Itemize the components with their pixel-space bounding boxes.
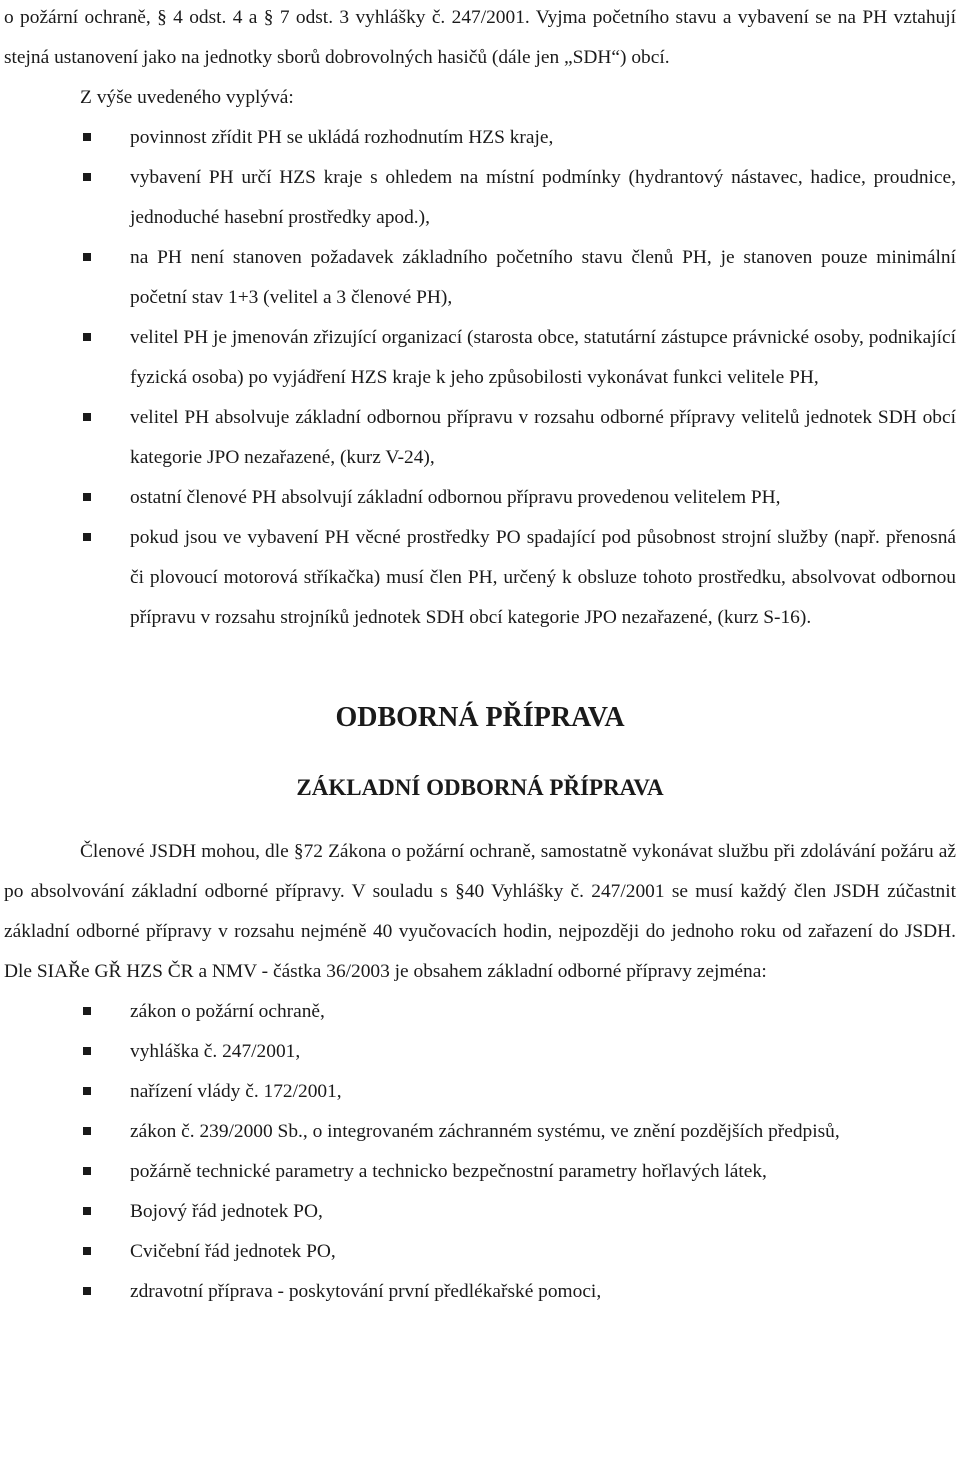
square-bullet-icon [83, 173, 91, 181]
square-bullet-icon [83, 1287, 91, 1295]
list-item: povinnost zřídit PH se ukládá rozhodnutím HZS kraje, [4, 118, 956, 158]
square-bullet-icon [83, 533, 91, 541]
square-bullet-icon [83, 253, 91, 261]
square-bullet-icon [83, 493, 91, 501]
list-item: zákon o požární ochraně, [4, 992, 956, 1032]
list-item: zdravotní příprava - poskytování první předlékařské pomoci, [4, 1272, 956, 1312]
square-bullet-icon [83, 1087, 91, 1095]
list-item: Cvičební řád jednotek PO, [4, 1232, 956, 1272]
square-bullet-icon [83, 1167, 91, 1175]
list-item: nařízení vlády č. 172/2001, [4, 1072, 956, 1112]
list-item: velitel PH absolvuje základní odbornou přípravu v rozsahu odborné přípravy velitelů jednotek SDH obcí kategorie JPO nezařazené, (kurz V-24), [4, 398, 956, 478]
list-item: velitel PH je jmenován zřizující organizací (starosta obce, statutární zástupce právnické osoby, podnikající fyzická osoba) po vyjádření HZS kraje k jeho způsobilosti vykonávat funkci velitele PH, [4, 318, 956, 398]
list-item: Bojový řád jednotek PO, [4, 1192, 956, 1232]
list-item: zákon č. 239/2000 Sb., o integrovaném záchranném systému, ve znění pozdějších předpisů, [4, 1112, 956, 1152]
list-item: vyhláška č. 247/2001, [4, 1032, 956, 1072]
list-item: vybavení PH určí HZS kraje s ohledem na místní podmínky (hydrantový nástavec, hadice, proudnice, jednoduché hasební prostředky apod.), [4, 158, 956, 238]
list-item: pokud jsou ve vybavení PH věcné prostředky PO spadající pod působnost strojní služby (např. přenosná či plovoucí motorová stříkačka) musí člen PH, určený k obsluze tohoto prostředku, absolvovat odbornou přípravu v rozsahu strojníků jednotek SDH obcí kategorie JPO nezařazené, (kurz S-16). [4, 518, 956, 638]
square-bullet-icon [83, 333, 91, 341]
square-bullet-icon [83, 1007, 91, 1015]
list-item: na PH není stanoven požadavek základního početního stavu členů PH, je stanoven pouze minimální početní stav 1+3 (velitel a 3 členové PH), [4, 238, 956, 318]
square-bullet-icon [83, 1247, 91, 1255]
square-bullet-icon [83, 1127, 91, 1135]
top-paragraph: o požární ochraně, § 4 odst. 4 a § 7 odst. 3 vyhlášky č. 247/2001. Vyjma početního stavu a vybavení se na PH vztahují stejná ustanovení jako na jednotky sborů dobrovolných hasičů (dále jen „SDH“) obcí. [4, 7, 956, 68]
training-topics-list [4, 992, 956, 1312]
square-bullet-icon [83, 1047, 91, 1055]
square-bullet-icon [83, 1207, 91, 1215]
body-paragraph: Členové JSDH mohou, dle §72 Zákona o požární ochraně, samostatně vykonávat službu při zdolávání požáru až po absolvování základní odborné přípravy. V souladu s §40 Vyhlášky č. 247/2001 se musí každý člen JSDH zúčastnit základní odborné přípravy v rozsahu nejméně 40 vyučovacích hodin, nejpozději do jednoho roku od zařazení do JSDH. Dle SIAŘe GŘ HZS ČR a NMV - částka 36/2003 je obsahem základní odborné přípravy zejména: [4, 841, 956, 982]
requirements-list [4, 118, 956, 638]
subsection-heading: ZÁKLADNÍ ODBORNÁ PŘÍPRAVA [296, 775, 664, 800]
square-bullet-icon [83, 413, 91, 421]
square-bullet-icon [83, 133, 91, 141]
section-heading: ODBORNÁ PŘÍPRAVA [335, 702, 625, 733]
list-item: požárně technické parametry a technicko bezpečnostní parametry hořlavých látek, [4, 1152, 956, 1192]
list-item: ostatní členové PH absolvují základní odbornou přípravu provedenou velitelem PH, [4, 478, 956, 518]
intro-line: Z výše uvedeného vyplývá: [80, 87, 294, 108]
